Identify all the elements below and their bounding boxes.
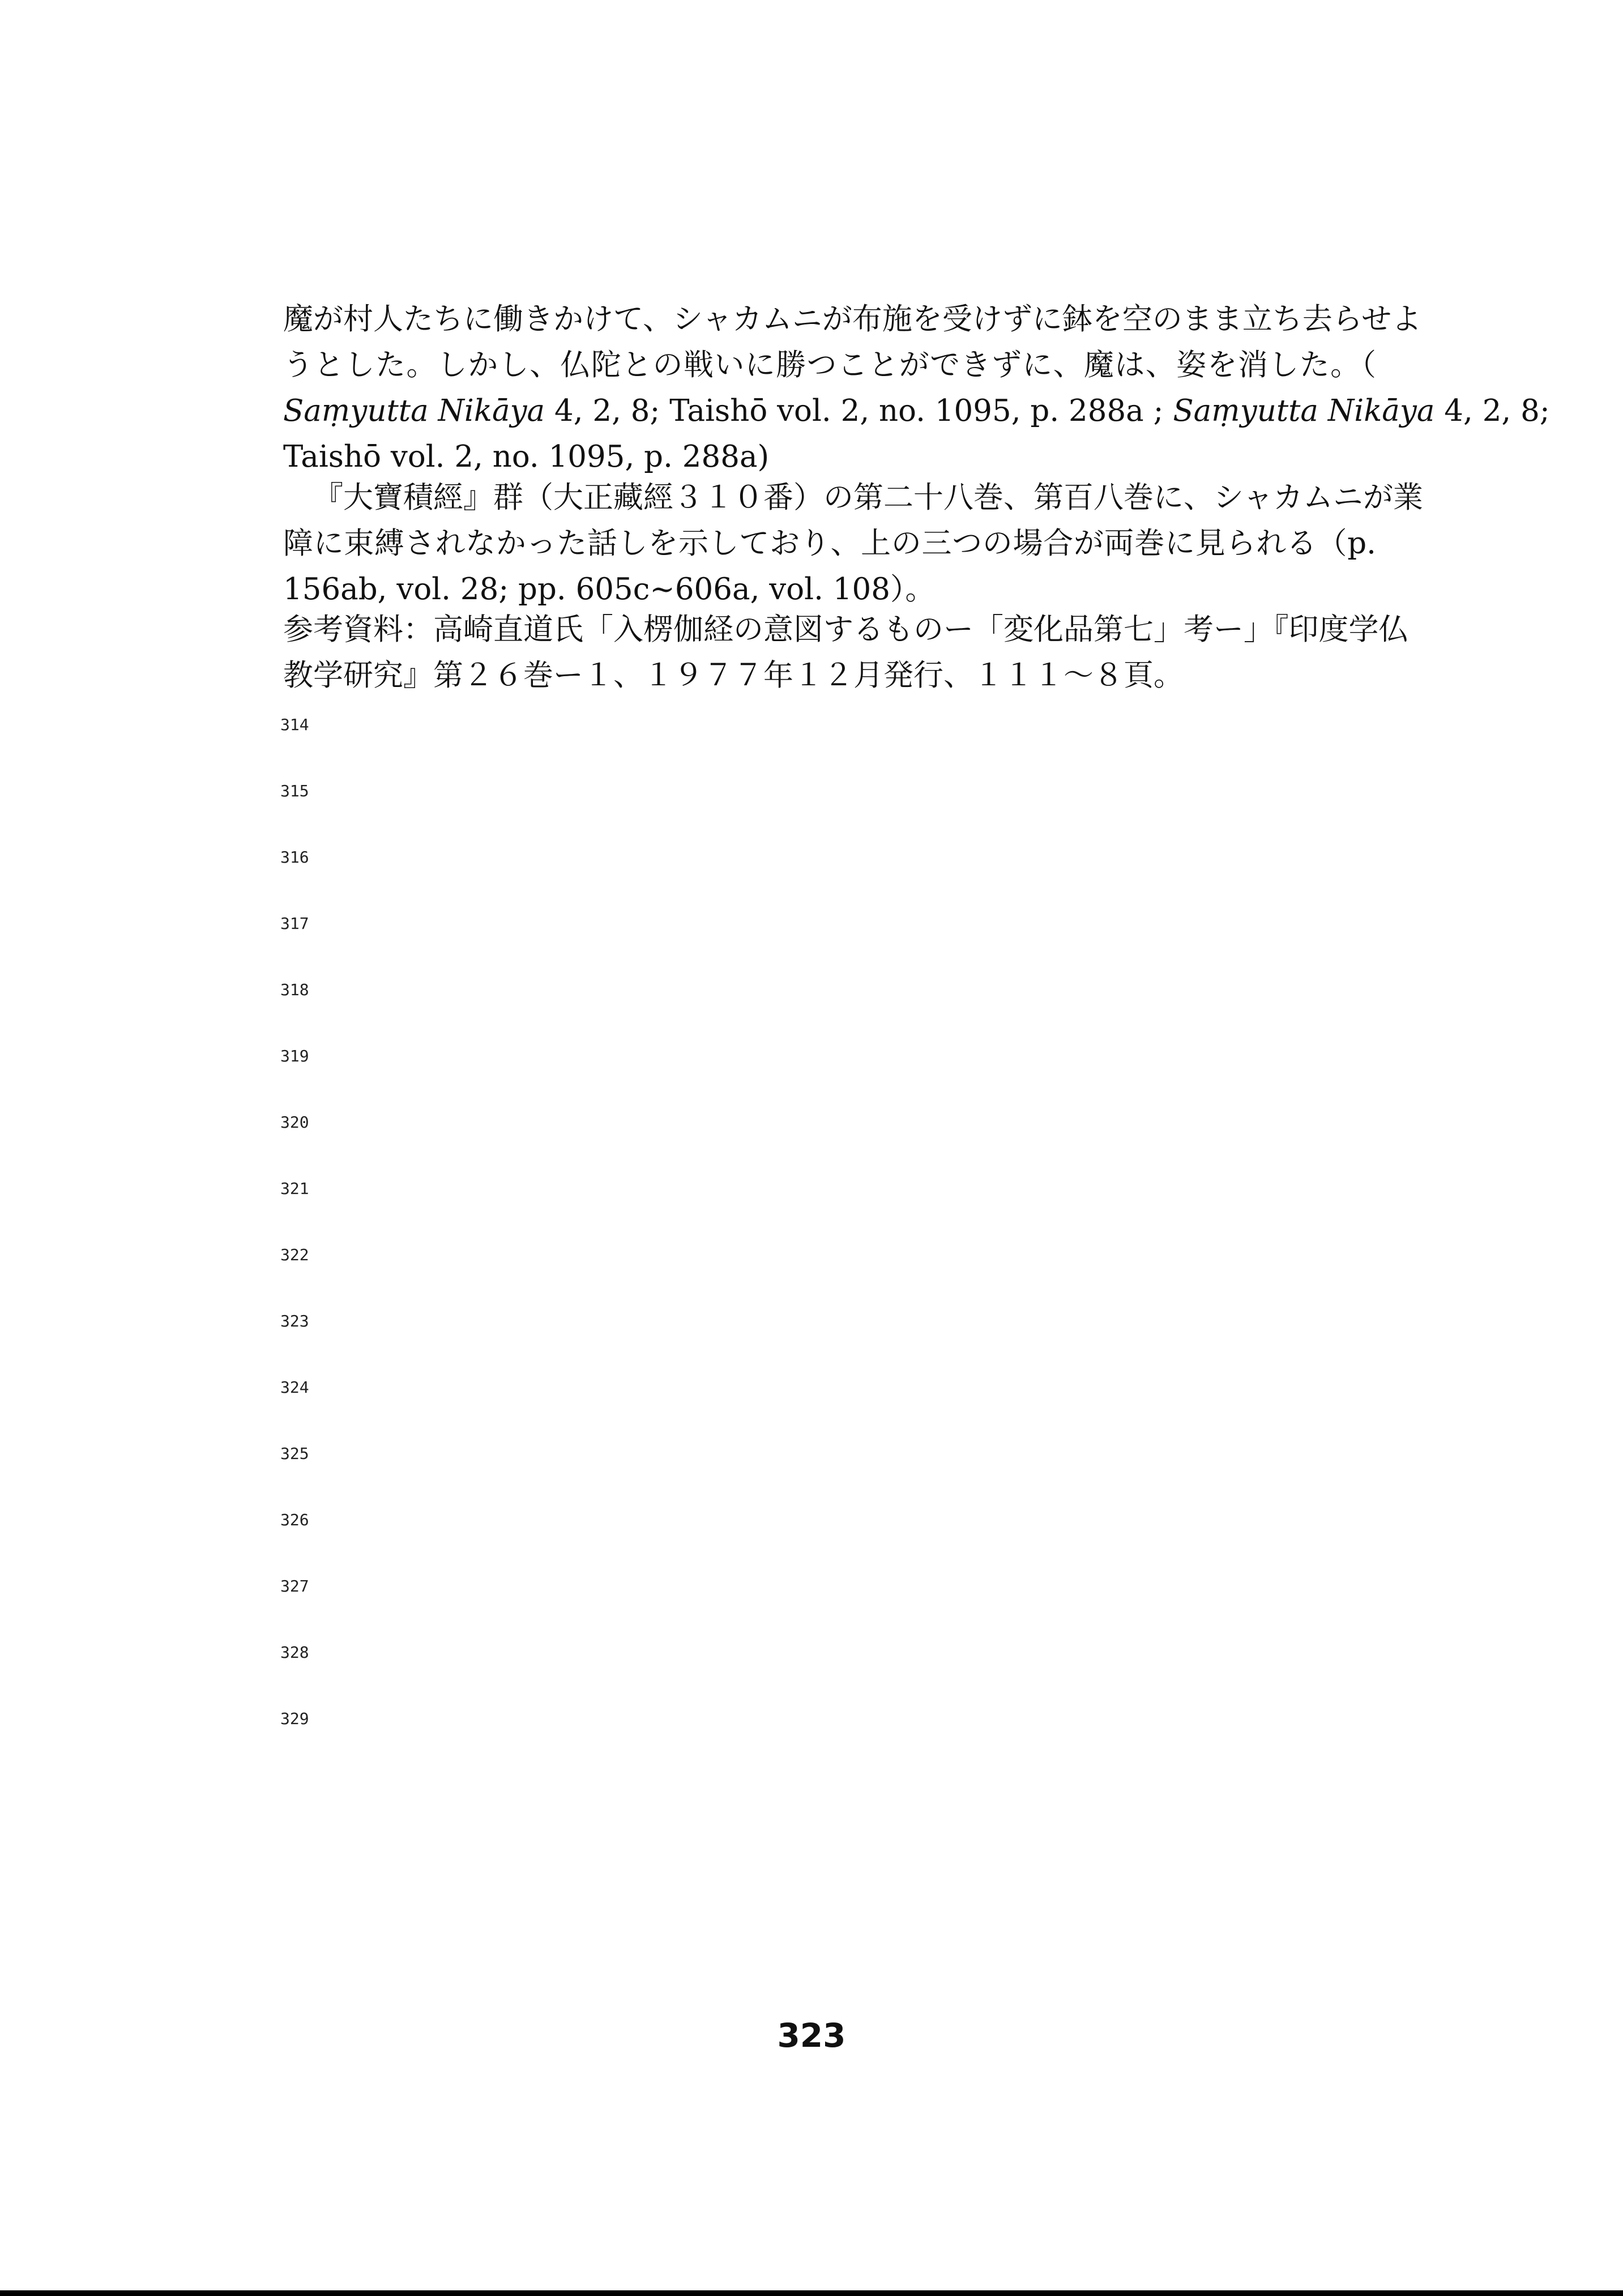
- citation-text: 4, 2, 8;: [1434, 394, 1550, 428]
- line-number-column: [280, 714, 309, 1774]
- line-number: 324: [280, 1378, 309, 1397]
- line-number: 317: [280, 914, 309, 933]
- citation-title: Saṃyutta Nikāya: [283, 394, 545, 428]
- line-number: 329: [280, 1709, 309, 1728]
- line-number: 319: [280, 1047, 309, 1065]
- citation-text: 4, 2, 8; Taishō vol. 2, no. 1095, p. 288a ;: [545, 394, 1173, 428]
- paragraph-mara-story: [283, 296, 1550, 480]
- line-number: 321: [280, 1179, 309, 1198]
- citation-line: Taishō vol. 2, no. 1095, p. 288a): [283, 439, 770, 474]
- line-number: 314: [280, 715, 309, 734]
- paragraph-ratnakuta: [283, 475, 1423, 612]
- line-number: 318: [280, 980, 309, 999]
- line-number: 326: [280, 1510, 309, 1529]
- text-line: 障に束縛されなかった話しを示しており、上の三つの場合が両巻に見られる（p.: [283, 526, 1376, 561]
- line-number: 316: [280, 848, 309, 867]
- line-number: 325: [280, 1444, 309, 1463]
- citation-line: [283, 388, 1550, 434]
- text-line: うとした。しかし、仏陀との戦いに勝つことができずに、魔は、姿を消した。（: [283, 348, 1376, 382]
- citation-title: Saṃyutta Nikāya: [1173, 394, 1435, 428]
- text-line: 参考資料：高崎直道氏「入楞伽経の意図するものー「変化品第七」考ー」『印度学仏: [283, 612, 1409, 647]
- line-number: 315: [280, 782, 309, 800]
- text-line: 『大寶積經』群（大正藏經３１０番）の第二十八巻、第百八巻に、シャカムニが業: [313, 480, 1423, 515]
- text-line: 魔が村人たちに働きかけて、シャカムニが布施を受けずに鉢を空のまま立ち去らせよ: [283, 302, 1422, 336]
- reference-note: [283, 607, 1409, 698]
- page-number: 323: [777, 2016, 846, 2055]
- bottom-edge-rule: [0, 2290, 1623, 2296]
- line-number: 320: [280, 1113, 309, 1132]
- line-number: 322: [280, 1245, 309, 1264]
- line-number: 327: [280, 1577, 309, 1595]
- text-line: 教学研究』第２６巻ー１、１９７７年１２月発行、１１１～８頁。: [283, 658, 1184, 693]
- text-line: 156ab, vol. 28; pp. 605c~606a, vol. 108）。: [283, 572, 936, 607]
- line-number: 328: [280, 1643, 309, 1662]
- line-number: 323: [280, 1312, 309, 1330]
